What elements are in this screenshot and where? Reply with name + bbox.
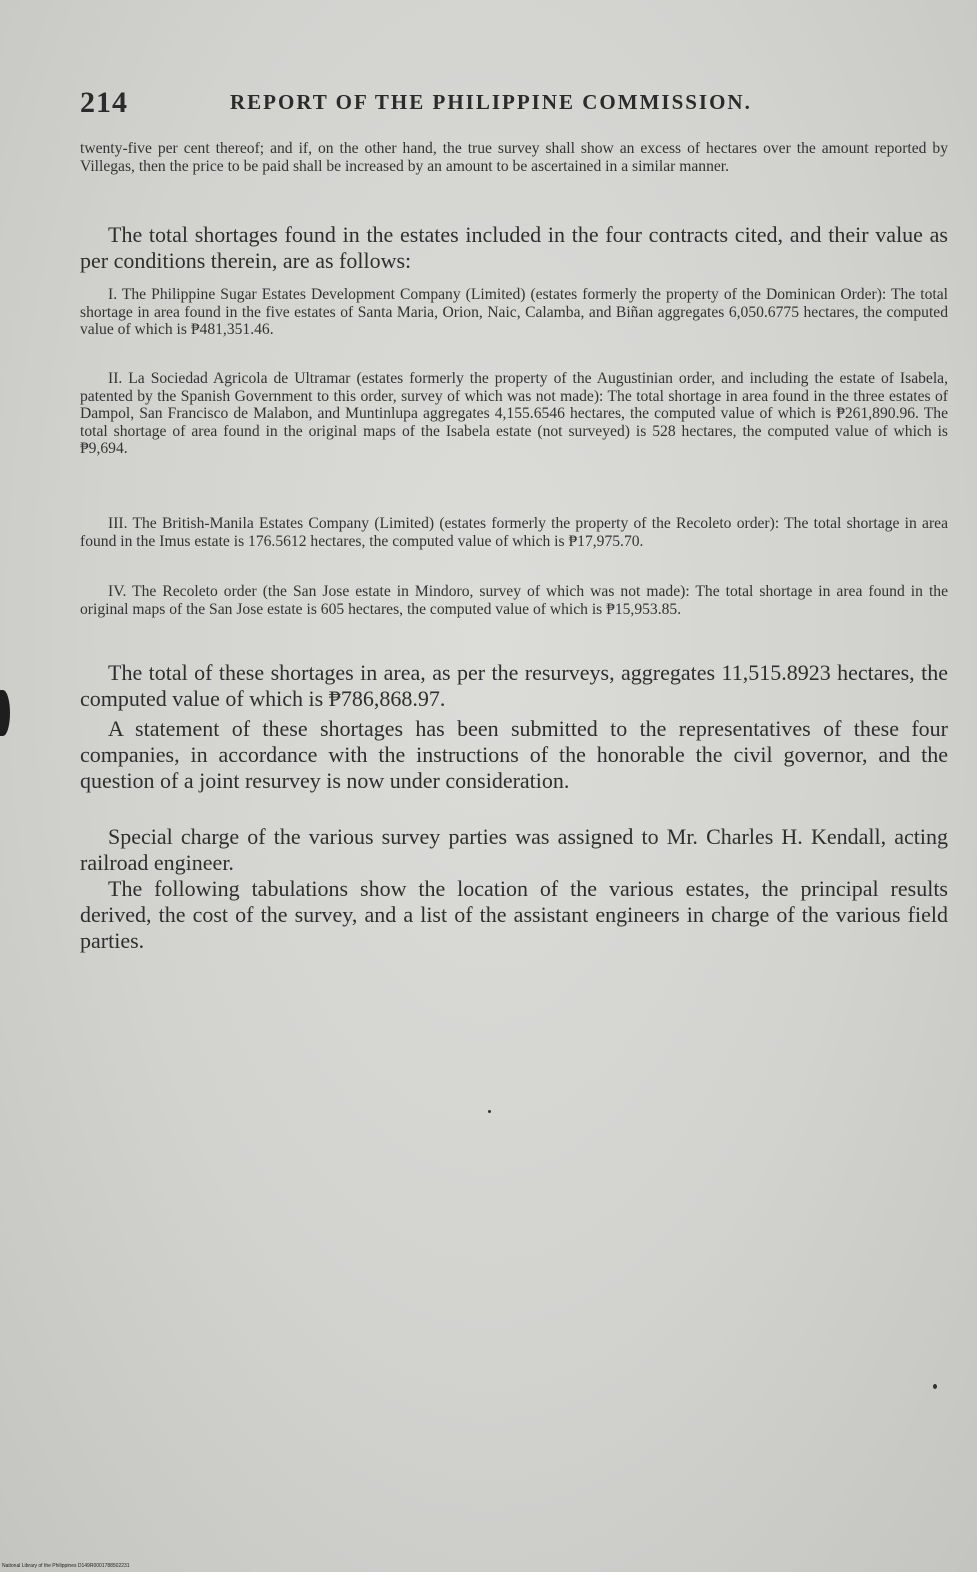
- paragraph-summary-intro: The total shortages found in the estates included in the four contracts cited, and their value as per conditions therein, are as follows:: [80, 222, 948, 273]
- scan-speck: [488, 1110, 491, 1113]
- scan-speck: [933, 1384, 937, 1389]
- scan-edge-mark: [0, 690, 10, 736]
- paragraph-item-4: IV. The Recoleto order (the San Jose estate in Mindoro, survey of which was not made): The total shortage in area found in the original maps of the San Jose estate is 605 hectares, the computed value of which is ₱15,953.85.: [80, 583, 948, 618]
- paragraph-tabulations: The following tabulations show the location of the various estates, the principal results derived, the cost of the survey, and a list of the assistant engineers in charge of the various field parties.: [80, 876, 948, 953]
- page-number: 214: [80, 86, 128, 119]
- running-title: REPORT OF THE PHILIPPINE COMMISSION.: [230, 90, 752, 114]
- footer-attribution: National Library of the Philippines D149R0001788502231: [2, 1563, 130, 1569]
- paragraph-total: The total of these shortages in area, as per the resurveys, aggregates 11,515.8923 hectares, the computed value of which is ₱786,868.97.: [80, 660, 948, 711]
- paragraph-special-charge: Special charge of the various survey parties was assigned to Mr. Charles H. Kendall, acting railroad engineer.: [80, 824, 948, 875]
- paragraph-statement: A statement of these shortages has been submitted to the representatives of these four companies, in accordance with the instructions of the honorable the civil governor, and the question of a joint resurvey is now under consideration.: [80, 716, 948, 793]
- paragraph-item-3: III. The British-Manila Estates Company (Limited) (estates formerly the property of the Recoleto order): The total shortage in area found in the Imus estate is 176.5612 hectares, the computed value of which is ₱17,975.70.: [80, 515, 948, 550]
- paragraph-item-1: I. The Philippine Sugar Estates Development Company (Limited) (estates formerly the property of the Dominican Order): The total shortage in area found in the five estates of Santa Maria, Orion, Naic, Calamba, and Biñan aggregates 6,050.6775 hectares, the computed value of which is ₱481,351.46.: [80, 286, 948, 338]
- paragraph-item-2: II. La Sociedad Agricola de Ultramar (estates formerly the property of the Augustinian order, and including the estate of Isabela, patented by the Spanish Government to this order, survey of which was not made): The total shortage in area found in the three estates of Dampol, San Francisco de Malabon, and Muntinlupa aggregates 4,155.6546 hectares, the computed value of which is ₱261,890.96. The total shortage of area found in the original maps of the Isabela estate (not surveyed) is 528 hectares, the computed value of which is ₱9,694.: [80, 370, 948, 457]
- paragraph-continuation: twenty-five per cent thereof; and if, on the other hand, the true survey shall show an excess of hectares over the amount reported by Villegas, then the price to be paid shall be increased by an amount to be ascertained in a similar manner.: [80, 140, 948, 175]
